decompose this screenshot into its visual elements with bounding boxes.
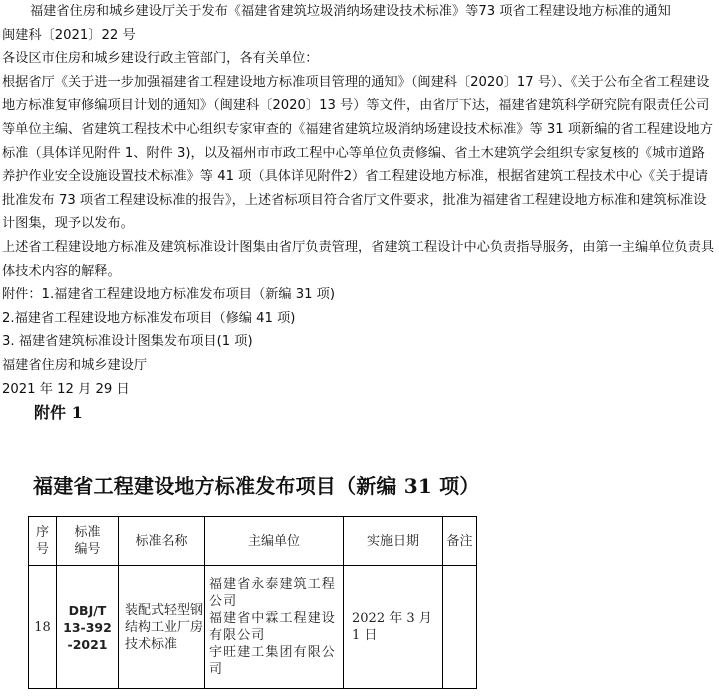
document-title: 福建省工程建设地方标准发布项目（新编 31 项）	[33, 474, 480, 498]
table-header-row	[29, 517, 477, 566]
unit-line: 福建省永泰建筑工程公司	[209, 577, 336, 609]
unit-line: 宇旺建工集团有限公司	[209, 645, 336, 677]
unit-line: 福建省中霖工程建设有限公司	[209, 611, 336, 643]
cell-seq: 18	[29, 566, 57, 689]
header-name: 标准名称	[119, 517, 205, 566]
notice-doc-number: 闽建科〔2021〕22 号	[2, 27, 136, 43]
cell-units	[205, 566, 344, 689]
header-unit: 主编单位	[205, 517, 344, 566]
table-row	[29, 566, 477, 689]
notice-salutation: 各设区市住房和城乡建设行政主管部门，各有关单位：	[2, 51, 319, 67]
header-note: 备注	[443, 517, 477, 566]
header-date: 实施日期	[344, 517, 443, 566]
notice-paragraph-2: 上述省工程建设地方标准及建筑标准设计图集由省厅负责管理，省建筑工程设计中心负责指导服务，由第一主编单位负责具体技术内容的解释。	[2, 239, 715, 279]
cell-code: DBJ/T 13-392 -2021	[57, 566, 119, 689]
cell-date: 2022 年 3 月 1 日	[344, 566, 443, 689]
notice-body	[2, 0, 716, 401]
standards-table	[28, 516, 477, 689]
notice-title: 福建省住房和城乡建设厅关于发布《福建省建筑垃圾消纳场建设技术标准》等73 项省工程建设地方标准的通知	[30, 4, 671, 19]
cell-note	[443, 566, 477, 689]
attachment-item-2: 2.福建省工程建设地方标准发布项目（修编 41 项)	[2, 310, 296, 326]
notice-date: 2021 年 12 月 29 日	[2, 381, 130, 397]
header-seq: 序 号	[29, 517, 57, 566]
header-code: 标准 编号	[57, 517, 119, 566]
attachment-item-1: 附件：1.福建省工程建设地方标准发布项目（新编 31 项)	[2, 287, 336, 303]
notice-paragraph-1: 根据省厅《关于进一步加强福建省工程建设地方标准项目管理的通知》（闽建科〔2020〕17 号）、《关于公布全省工程建设地方标准复审修编项目计划的通知》（闽建科〔2020〕13 号）等文件，由省厅下达，福建省建筑科学研究院有限责任公司等单位主编、省建筑工程技术中心组织专家审查的《福建省建筑垃圾消纳场建设技术标准》等 31 项新编的省工程建设地方标准（具体详见附件 1、附件 3)，以及福州市市政工程中心等单位负责修编、省土木建筑学会组织专家复核的《城市道路养护作业安全设施设置技术标准》等 41 项（具体详见附件2）省工程建设地方标准，根据省建筑工程技术中心《关于提请批准发布 73 项省工程建设标准的报告》，上述省标项目符合省厅文件要求，批准为福建省工程建设地方标准和建筑标准设计图集，现予以发布。	[2, 74, 713, 232]
attachment-label: 附件 1	[34, 403, 83, 422]
cell-name: 装配式轻型钢结构工业厂房技术标准	[119, 566, 205, 689]
attachment-item-3: 3. 福建省建筑标准设计图集发布项目(1 项)	[2, 334, 253, 350]
notice-issuer: 福建省住房和城乡建设厅	[2, 357, 148, 373]
